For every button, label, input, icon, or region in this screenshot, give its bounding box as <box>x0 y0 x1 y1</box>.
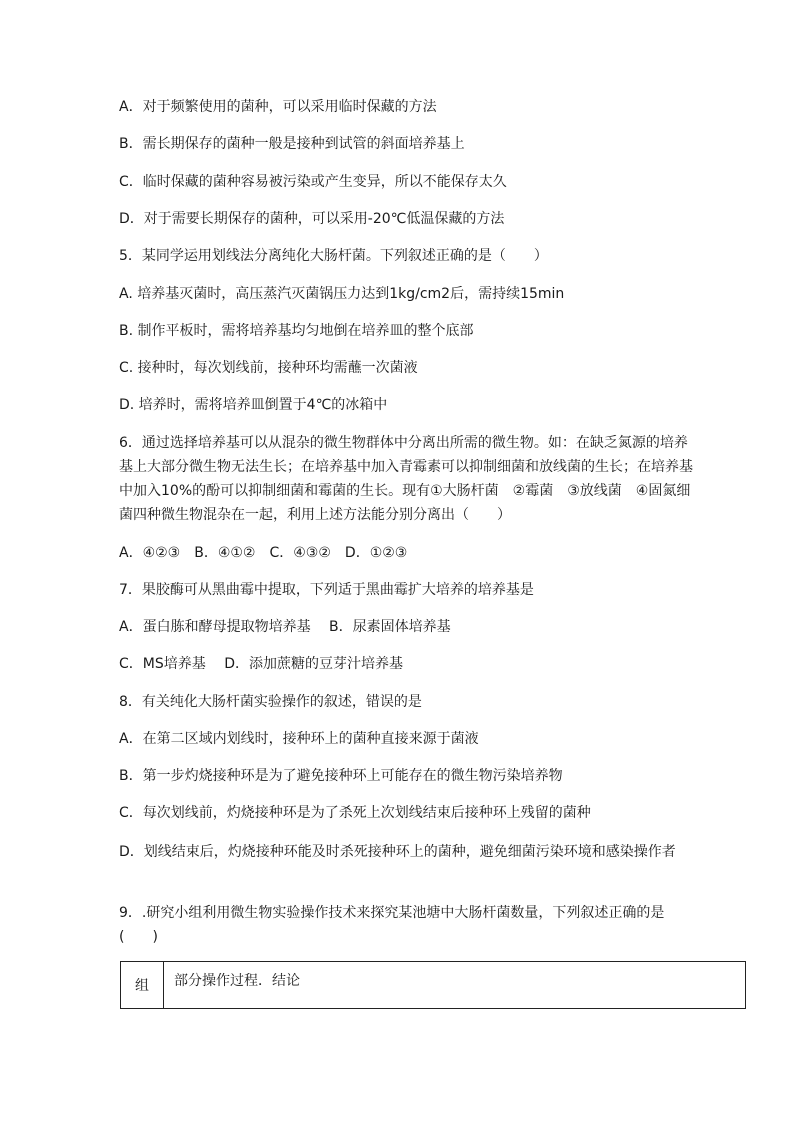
q5-option-b: B. 制作平板时，需将培养基均匀地倒在培养皿的整个底部 <box>119 323 474 339</box>
q6-options: A．④②③ B．④①② C．④③② D．①②③ <box>119 545 408 561</box>
q8-option-b: B．第一步灼烧接种环是为了避免接种环上可能存在的微生物污染培养物 <box>119 768 563 784</box>
q7-stem: 7．果胶酶可从黑曲霉中提取，下列适于黑曲霉扩大培养的培养基是 <box>119 582 534 598</box>
q8-option-d: D．划线结束后，灼烧接种环能及时杀死接种环上的菌种，避免细菌污染环境和感染操作者 <box>119 844 676 860</box>
q8-option-a: A．在第二区域内划线时，接种环上的菌种直接来源于菌液 <box>119 731 479 747</box>
q5-option-d: D. 培养时，需将培养皿倒置于4℃的冰箱中 <box>119 397 388 413</box>
q5-option-a: A. 培养基灭菌时，高压蒸汽灭菌锅压力达到1kg/cm2后，需持续15min <box>119 286 565 302</box>
q4-option-d: D．对于需要长期保存的菌种，可以采用-20℃低温保藏的方法 <box>119 211 505 227</box>
q7-options-cd: C．MS培养基 D．添加蔗糖的豆芽汁培养基 <box>119 656 403 672</box>
table-header-process: 部分操作过程．结论 <box>174 973 300 989</box>
q8-option-c: C．每次划线前，灼烧接种环是为了杀死上次划线结束后接种环上残留的菌种 <box>119 805 591 821</box>
q4-option-c: C．临时保藏的菌种容易被污染或产生变异，所以不能保存太久 <box>119 174 507 190</box>
q8-stem: 8．有关纯化大肠杆菌实验操作的叙述，错误的是 <box>119 694 422 710</box>
q4-option-b: B．需长期保存的菌种一般是接种到试管的斜面培养基上 <box>119 136 465 152</box>
q6-stem: 6．通过选择培养基可以从混杂的微生物群体中分离出所需的微生物。如：在缺乏氮源的培养基上大部分微生物无法生长；在培养基中加入青霉素可以抑制细菌和放线菌的生长；在培养基中加入10%的酚可以抑制细菌和霉菌的生长。现有①大肠杆菌 ②霉菌 ③放线菌 ④固氮细菌四种微生物混杂在一起，利用上述方法能分别分离出（ ） <box>119 435 693 523</box>
q9-stem: 9．.研究小组利用微生物实验操作技术来探究某池塘中大肠杆菌数量，下列叙述正确的是( ) <box>119 905 665 945</box>
q5-stem: 5．某同学运用划线法分离纯化大肠杆菌。下列叙述正确的是（ ） <box>119 248 548 264</box>
q7-options-ab: A．蛋白胨和酵母提取物培养基 B．尿素固体培养基 <box>119 619 451 635</box>
table-header-group: 组 <box>121 962 164 1008</box>
q4-option-a: A．对于频繁使用的菌种，可以采用临时保藏的方法 <box>119 99 437 115</box>
q9-table <box>120 961 746 1009</box>
q5-option-c: C. 接种时，每次划线前，接种环均需蘸一次菌液 <box>119 360 418 376</box>
